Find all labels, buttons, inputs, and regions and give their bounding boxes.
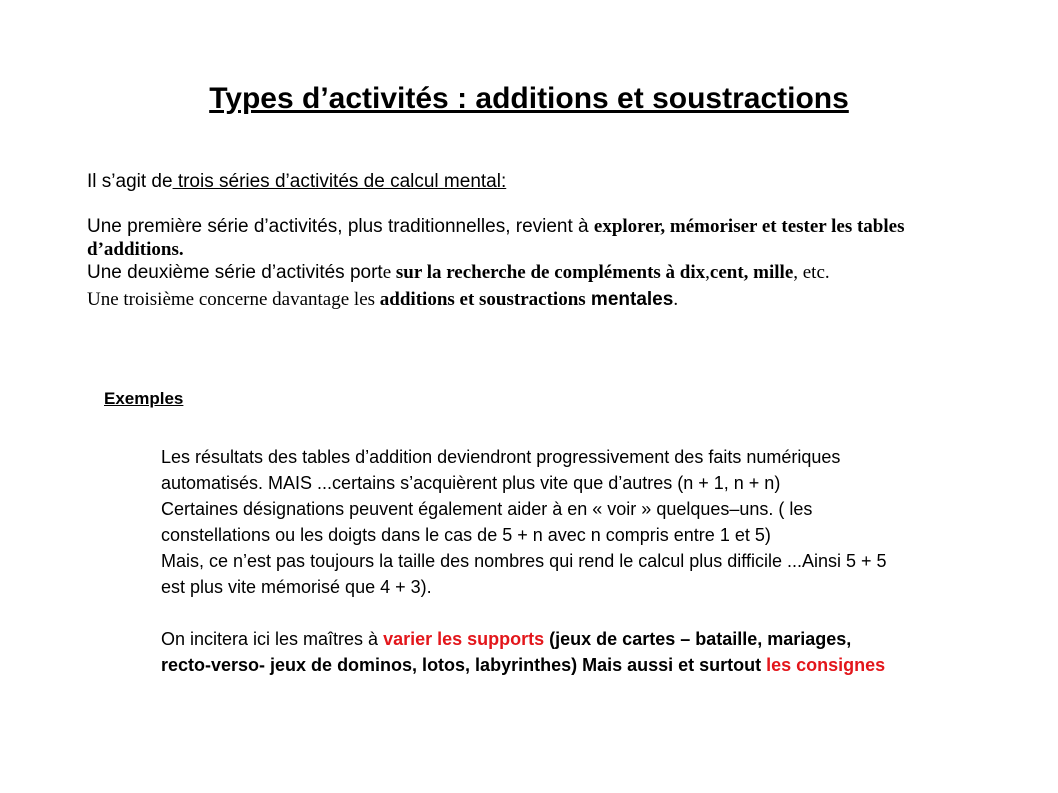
example-paragraph-4-bold: (jeux de cartes – bataille, mariages, recto-verso- jeux de dominos, lotos, labyrinthes) Mais aussi et surtout	[161, 629, 852, 675]
example-paragraph-4-start: On incitera ici les maîtres à	[161, 629, 379, 649]
example-paragraph-2: Certaines désignations peuvent également aider à en « voir » quelques–uns. ( les constellations ou les doigts dans le cas de 5 + n avec n compris entre 1 et 5)	[161, 499, 813, 545]
series-two-emphasis: sur la recherche de compléments à dix	[395, 262, 706, 283]
series-two-text: Une deuxième série d’activités port	[87, 262, 383, 283]
series-one	[87, 215, 947, 261]
intro-section	[87, 170, 947, 311]
spacer	[161, 600, 901, 626]
page-title	[0, 82, 1058, 116]
series-two-etc: , etc.	[793, 262, 830, 283]
series-two-letter: e	[382, 262, 396, 283]
page-title-text: Types d’activités : additions et soustractions	[209, 82, 849, 115]
series-three-mentales: mentales	[585, 289, 674, 310]
examples-label: Exemples	[104, 389, 184, 408]
series-three-period: .	[673, 289, 679, 310]
intro-line-start: Il s’agit de	[87, 171, 173, 192]
series-one-emphasis: explorer, mémoriser et tester les tables d’additions.	[87, 216, 905, 260]
series-three	[87, 288, 947, 311]
intro-line	[87, 170, 947, 193]
series-two	[87, 261, 947, 284]
emphasis-consignes: les consignes	[766, 655, 886, 675]
series-two-comma: ,	[705, 262, 710, 283]
example-paragraph-1: Les résultats des tables d’addition deviendront progressivement des faits numériques automatisés. MAIS ...certains s’acquièrent plus vite que d’autres (n + 1, n + n)	[161, 447, 841, 493]
example-paragraph-3: Mais, ce n’est pas toujours la taille des nombres qui rend le calcul plus difficile ...Ainsi 5 + 5 est plus vite mémorisé que 4 + 3).	[161, 551, 887, 597]
intro-line-underlined: trois séries d’activités de calcul mental:	[172, 171, 507, 192]
examples-body	[161, 444, 901, 678]
series-three-text: Une troisième concerne davantage les	[87, 289, 380, 310]
emphasis-varier-supports: varier les supports	[378, 629, 545, 649]
series-one-text: Une première série d’activités, plus traditionnelles, revient à	[87, 216, 594, 237]
series-two-emphasis-2: cent, mille	[709, 262, 794, 283]
series-three-emphasis: additions et soustractions	[379, 289, 586, 310]
example-paragraph-4	[161, 626, 901, 678]
